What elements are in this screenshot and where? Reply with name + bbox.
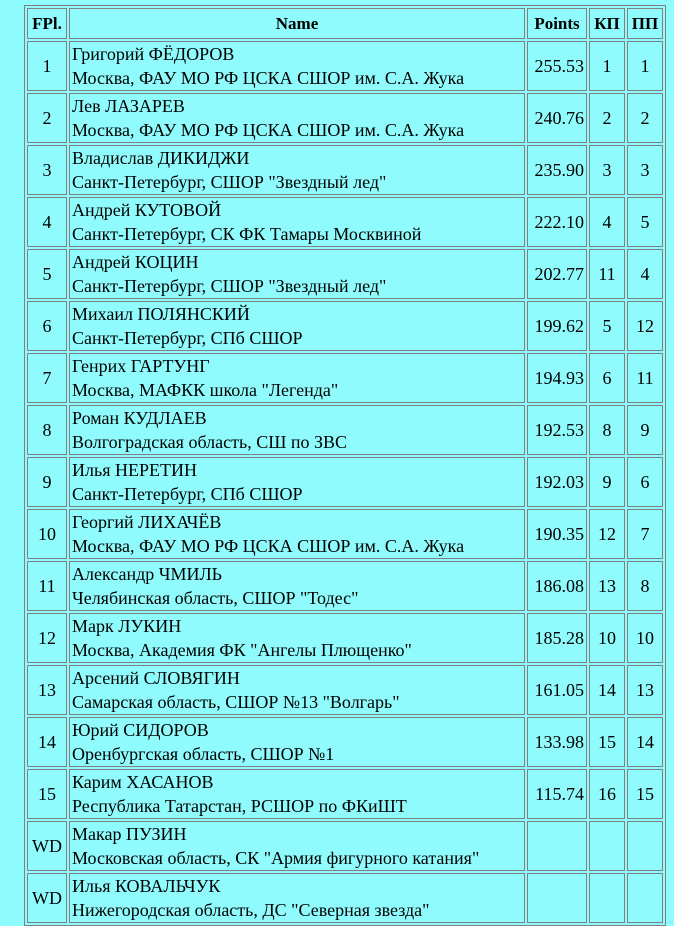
points-cell: 186.08 xyxy=(527,561,587,611)
table-row xyxy=(27,613,663,663)
name-cell xyxy=(69,613,525,663)
points-cell: 255.53 xyxy=(527,41,587,91)
skater-club: Москва, ФАУ МО РФ ЦСКА СШОР им. С.А. Жука xyxy=(72,120,465,140)
name-cell xyxy=(69,873,525,923)
table-row xyxy=(27,41,663,91)
kp-cell: 11 xyxy=(589,249,625,299)
header-row xyxy=(27,8,663,39)
kp-cell: 2 xyxy=(589,93,625,143)
name-cell xyxy=(69,561,525,611)
skater-name: Арсений СЛОВЯГИН xyxy=(72,668,240,688)
points-cell: 190.35 xyxy=(527,509,587,559)
table-row xyxy=(27,197,663,247)
place-cell: 5 xyxy=(27,249,67,299)
points-cell xyxy=(527,873,587,923)
header-pp: ПП xyxy=(627,8,663,39)
skater-club: Республика Татарстан, РСШОР по ФКиШТ xyxy=(72,796,407,816)
skater-name: Генрих ГАРТУНГ xyxy=(72,356,210,376)
kp-cell xyxy=(589,821,625,871)
header-kp: КП xyxy=(589,8,625,39)
kp-cell: 4 xyxy=(589,197,625,247)
kp-cell: 8 xyxy=(589,405,625,455)
skater-club: Санкт-Петербург, СШОР "Звездный лед" xyxy=(72,276,387,296)
skater-club: Самарская область, СШОР №13 "Волгарь" xyxy=(72,692,400,712)
pp-cell: 4 xyxy=(627,249,663,299)
place-cell: 3 xyxy=(27,145,67,195)
pp-cell: 10 xyxy=(627,613,663,663)
skater-name: Владислав ДИКИДЖИ xyxy=(72,148,250,168)
table-row xyxy=(27,93,663,143)
name-cell xyxy=(69,145,525,195)
skater-name: Лев ЛАЗАРЕВ xyxy=(72,96,185,116)
name-cell xyxy=(69,769,525,819)
place-cell: 7 xyxy=(27,353,67,403)
points-cell: 235.90 xyxy=(527,145,587,195)
place-cell: 10 xyxy=(27,509,67,559)
pp-cell: 9 xyxy=(627,405,663,455)
skater-club: Москва, ФАУ МО РФ ЦСКА СШОР им. С.А. Жука xyxy=(72,68,465,88)
pp-cell: 6 xyxy=(627,457,663,507)
name-cell xyxy=(69,509,525,559)
pp-cell xyxy=(627,821,663,871)
skater-club: Оренбургская область, СШОР №1 xyxy=(72,744,335,764)
skater-club: Москва, МАФКК школа "Легенда" xyxy=(72,380,339,400)
skater-name: Роман КУДЛАЕВ xyxy=(72,408,207,428)
results-body xyxy=(27,41,663,923)
table-row xyxy=(27,561,663,611)
pp-cell: 8 xyxy=(627,561,663,611)
place-cell: 1 xyxy=(27,41,67,91)
kp-cell: 13 xyxy=(589,561,625,611)
table-row xyxy=(27,665,663,715)
skater-name: Георгий ЛИХАЧЁВ xyxy=(72,512,222,532)
skater-club: Москва, Академия ФК "Ангелы Плющенко" xyxy=(72,640,412,660)
place-cell: 12 xyxy=(27,613,67,663)
place-cell: 13 xyxy=(27,665,67,715)
points-cell: 222.10 xyxy=(527,197,587,247)
points-cell: 240.76 xyxy=(527,93,587,143)
pp-cell: 5 xyxy=(627,197,663,247)
skater-club: Санкт-Петербург, СШОР "Звездный лед" xyxy=(72,172,387,192)
skater-name: Андрей КОЦИН xyxy=(72,252,199,272)
name-cell xyxy=(69,717,525,767)
pp-cell: 13 xyxy=(627,665,663,715)
place-cell: 4 xyxy=(27,197,67,247)
place-cell: 8 xyxy=(27,405,67,455)
name-cell xyxy=(69,93,525,143)
skater-club: Санкт-Петербург, СПб СШОР xyxy=(72,484,303,504)
pp-cell: 1 xyxy=(627,41,663,91)
pp-cell xyxy=(627,873,663,923)
skater-name: Макар ПУЗИН xyxy=(72,824,187,844)
points-cell: 115.74 xyxy=(527,769,587,819)
points-cell: 192.53 xyxy=(527,405,587,455)
table-row xyxy=(27,873,663,923)
name-cell xyxy=(69,457,525,507)
place-cell: 9 xyxy=(27,457,67,507)
place-cell: 15 xyxy=(27,769,67,819)
place-cell: 2 xyxy=(27,93,67,143)
table-row xyxy=(27,717,663,767)
skater-club: Санкт-Петербург, СК ФК Тамары Москвиной xyxy=(72,224,422,244)
pp-cell: 2 xyxy=(627,93,663,143)
pp-cell: 14 xyxy=(627,717,663,767)
skater-name: Илья НЕРЕТИН xyxy=(72,460,197,480)
skater-name: Илья КОВАЛЬЧУК xyxy=(72,876,221,896)
skater-club: Нижегородская область, ДС "Северная звезда" xyxy=(72,900,430,920)
name-cell xyxy=(69,41,525,91)
kp-cell: 5 xyxy=(589,301,625,351)
kp-cell: 9 xyxy=(589,457,625,507)
kp-cell: 12 xyxy=(589,509,625,559)
points-cell xyxy=(527,821,587,871)
kp-cell: 15 xyxy=(589,717,625,767)
points-cell: 194.93 xyxy=(527,353,587,403)
table-row xyxy=(27,769,663,819)
pp-cell: 12 xyxy=(627,301,663,351)
skater-club: Челябинская область, СШОР "Тодес" xyxy=(72,588,359,608)
points-cell: 192.03 xyxy=(527,457,587,507)
skater-name: Юрий СИДОРОВ xyxy=(72,720,209,740)
table-row xyxy=(27,145,663,195)
table-row xyxy=(27,457,663,507)
place-cell: 11 xyxy=(27,561,67,611)
kp-cell: 6 xyxy=(589,353,625,403)
skater-name: Григорий ФЁДОРОВ xyxy=(72,44,235,64)
points-cell: 133.98 xyxy=(527,717,587,767)
pp-cell: 7 xyxy=(627,509,663,559)
skater-name: Андрей КУТОВОЙ xyxy=(72,200,222,220)
name-cell xyxy=(69,301,525,351)
pp-cell: 3 xyxy=(627,145,663,195)
table-row xyxy=(27,509,663,559)
table-row xyxy=(27,301,663,351)
name-cell xyxy=(69,665,525,715)
table-row xyxy=(27,405,663,455)
kp-cell: 14 xyxy=(589,665,625,715)
skater-club: Санкт-Петербург, СПб СШОР xyxy=(72,328,303,348)
kp-cell: 1 xyxy=(589,41,625,91)
table-row xyxy=(27,249,663,299)
kp-cell: 3 xyxy=(589,145,625,195)
skater-club: Москва, ФАУ МО РФ ЦСКА СШОР им. С.А. Жука xyxy=(72,536,465,556)
place-cell: WD xyxy=(27,873,67,923)
name-cell xyxy=(69,249,525,299)
skater-name: Михаил ПОЛЯНСКИЙ xyxy=(72,304,250,324)
name-cell xyxy=(69,197,525,247)
header-place: FPl. xyxy=(27,8,67,39)
points-cell: 202.77 xyxy=(527,249,587,299)
points-cell: 161.05 xyxy=(527,665,587,715)
skater-club: Волгоградская область, СШ по ЗВС xyxy=(72,432,348,452)
points-cell: 185.28 xyxy=(527,613,587,663)
skater-name: Карим ХАСАНОВ xyxy=(72,772,214,792)
place-cell: 14 xyxy=(27,717,67,767)
header-name: Name xyxy=(69,8,525,39)
table-row xyxy=(27,353,663,403)
skater-name: Марк ЛУКИН xyxy=(72,616,182,636)
pp-cell: 11 xyxy=(627,353,663,403)
skater-name: Александр ЧМИЛЬ xyxy=(72,564,223,584)
header-points: Points xyxy=(527,8,587,39)
results-table xyxy=(24,5,666,926)
table-row xyxy=(27,821,663,871)
skater-club: Московская область, СК "Армия фигурного катания" xyxy=(72,848,480,868)
name-cell xyxy=(69,405,525,455)
points-cell: 199.62 xyxy=(527,301,587,351)
name-cell xyxy=(69,821,525,871)
kp-cell: 16 xyxy=(589,769,625,819)
place-cell: WD xyxy=(27,821,67,871)
kp-cell xyxy=(589,873,625,923)
kp-cell: 10 xyxy=(589,613,625,663)
name-cell xyxy=(69,353,525,403)
place-cell: 6 xyxy=(27,301,67,351)
pp-cell: 15 xyxy=(627,769,663,819)
